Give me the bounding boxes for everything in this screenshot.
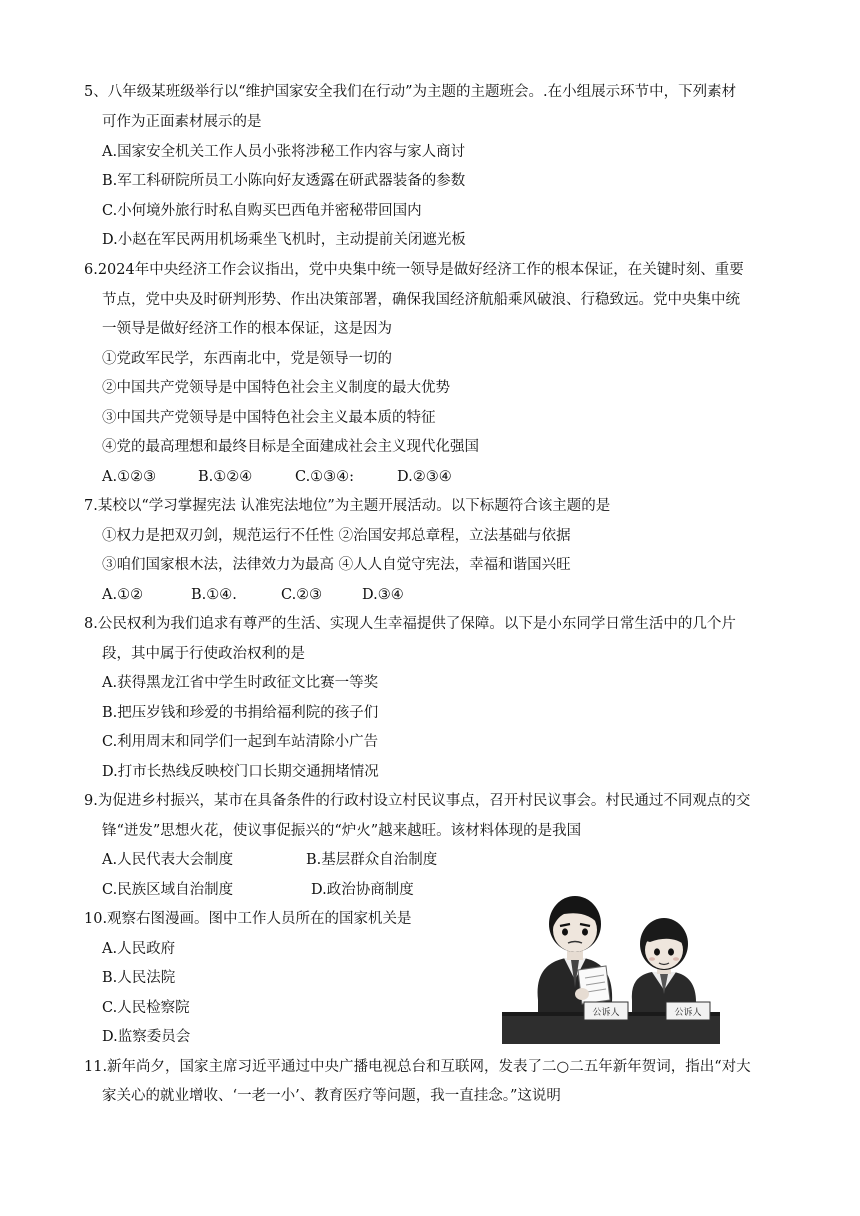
q6-option-c: C.①③④: <box>295 469 355 485</box>
q9-option-d: D.政治协商制度 <box>311 882 414 898</box>
q10-option-c: C.人民检察院 <box>102 1000 190 1016</box>
q7-option-d: D.③④ <box>362 587 404 603</box>
nameplate-right-text: 公诉人 <box>674 1008 702 1018</box>
q10-stem-line-1: 10.观察右图漫画。图中工作人员所在的国家机关是 <box>84 911 412 927</box>
q6-option-a: A.①②③ <box>102 469 157 485</box>
q7-option-b: B.①④. <box>191 587 237 603</box>
q8-option-d: D.打市长热线反映校门口长期交通拥堵情况 <box>102 764 379 780</box>
q6-stem-line-3: 一领导是做好经济工作的根本保证，这是因为 <box>102 321 392 337</box>
q8-stem-line-1: 8.公民权利为我们追求有尊严的生活、实现人生幸福提供了保障。以下是小东同学日常生活中的几个片 <box>84 616 736 632</box>
q5-option-c: C.小何境外旅行时私自购买巴西龟并密秘带回国内 <box>102 203 422 219</box>
q11-stem-line-1: 11.新年尚夕，国家主席习近平通过中央广播电视总台和互联网，发表了二○二五年新年贺词，指出“对大 <box>84 1059 751 1075</box>
q11-stem-line-2: 家关心的就业增收、‘一老一小’、教育医疗等问题，我一直挂念。”这说明 <box>102 1088 561 1104</box>
q7-statements-3-4: ③咱们国家根木法，法律效力为最高 ④人人自觉守宪法，幸福和谐国兴旺 <box>102 557 571 573</box>
q7-option-a: A.①② <box>102 587 144 603</box>
q6-statement-3: ③中国共产党领导是中国特色社会主义最本质的特征 <box>102 410 436 426</box>
q6-stem-line-2: 节点，党中央及时研判形势、作出决策部署，确保我国经济航船乘风破浪、行稳致远。党中央集中统 <box>102 292 740 308</box>
q5-option-a: A.国家安全机关工作人员小张将涉秘工作内容与家人商讨 <box>102 144 466 160</box>
nameplate-left-text: 公诉人 <box>592 1008 620 1018</box>
q9-stem-line-1: 9.为促进乡村振兴，某市在具备条件的行政村设立村民议事点，召开村民议事会。村民通过不同观点的交 <box>84 793 751 809</box>
q10-option-d: D.监察委员会 <box>102 1029 191 1045</box>
q6-stem-line-1: 6.2024年中央经济工作会议指出，党中央集中统一领导是做好经济工作的根本保证，在关键时刻、重要 <box>84 262 744 278</box>
q5-stem-line-2: 可作为正面素材展示的是 <box>102 114 262 130</box>
q9-option-a: A.人民代表大会制度 <box>102 852 234 868</box>
q7-stem-line-1: 7.某校以“学习掌握宪法 认准宪法地位”为主题开展活动。以下标题符合该主题的是 <box>84 498 611 514</box>
q9-option-c: C.民族区域自治制度 <box>102 882 234 898</box>
q5-stem-line-1: 5、八年级某班级举行以“维护国家安全我们在行动”为主题的主题班会。.在小组展示环节中，下列素材 <box>84 84 737 100</box>
q6-statement-1: ①党政军民学，东西南北中，党是领导一切的 <box>102 351 392 367</box>
q9-stem-line-2: 锋“迸发”思想火花，使议事促振兴的“炉火”越来越旺。该材料体现的是我国 <box>102 823 582 839</box>
q5-option-b: B.军工科研院所员工小陈向好友透露在研武器装备的参数 <box>102 173 466 189</box>
q10-option-b: B.人民法院 <box>102 970 176 986</box>
q8-option-b: B.把压岁钱和珍爱的书捐给福利院的孩子们 <box>102 705 379 721</box>
q5-option-d: D.小赵在军民两用机场乘坐飞机时，主动提前关闭遮光板 <box>102 232 466 248</box>
q7-options-row <box>102 585 404 605</box>
q6-options-row <box>102 467 452 487</box>
q7-option-c: C.②③ <box>281 587 323 603</box>
q7-statements-1-2: ①权力是把双刃剑，规范运行不任性 ②治国安邦总章程，立法基础与依据 <box>102 528 571 544</box>
q10-option-a: A.人民政府 <box>102 941 176 957</box>
q8-option-c: C.利用周末和同学们一起到车站清除小广告 <box>102 734 379 750</box>
prosecutor-cartoon-image <box>502 882 720 1044</box>
q6-option-d: D.②③④ <box>397 469 452 485</box>
q9-option-b: B.基层群众自治制度 <box>306 852 438 868</box>
q8-option-a: A.获得黑龙江省中学生时政征文比赛一等奖 <box>102 675 379 691</box>
q6-statement-2: ②中国共产党领导是中国特色社会主义制度的最大优势 <box>102 380 450 396</box>
q8-stem-line-2: 段，其中属于行使政治权利的是 <box>102 646 305 662</box>
q6-statement-4: ④党的最高理想和最终目标是全面建成社会主义现代化强国 <box>102 439 479 455</box>
q6-option-b: B.①②④ <box>198 469 253 485</box>
